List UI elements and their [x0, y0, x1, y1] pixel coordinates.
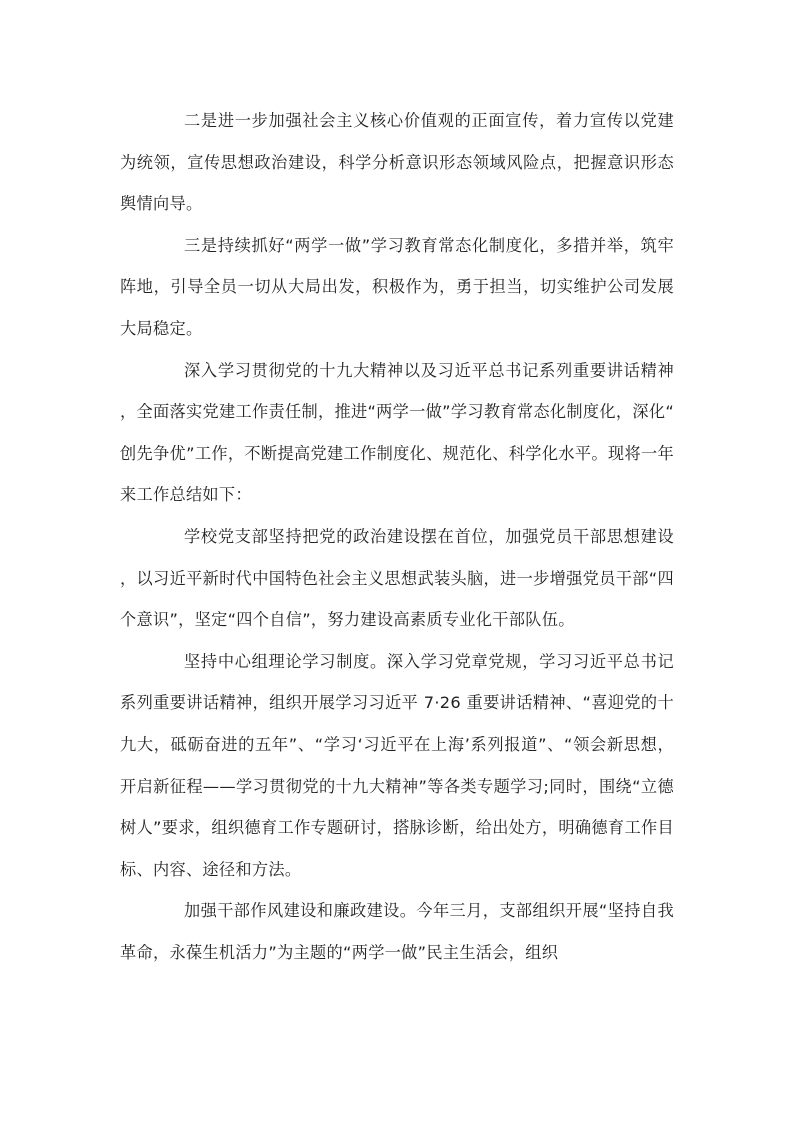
paragraph-4: 学校党支部坚持把党的政治建设摆在首位，加强党员干部思想建设，以习近平新时代中国特色社会主义思想武装头脑，进一步增强党员干部“四个意识”，坚定“四个自信”，努力建设高素质专业化干部队伍。: [120, 526, 674, 630]
paragraph-2: 三是持续抓好“两学一做”学习教育常态化制度化，多措并举，筑牢阵地，引导全员一切从大局出发，积极作为，勇于担当，切实维护公司发展大局稳定。: [120, 235, 674, 338]
document-body: [120, 100, 674, 973]
paragraph-1: 二是进一步加强社会主义核心价值观的正面宣传，着力宣传以党建为统领，宣传思想政治建设，科学分析意识形态领域风险点，把握意识形态舆情向导。: [120, 111, 674, 214]
paragraph-3: 深入学习贯彻党的十九大精神以及习近平总书记系列重要讲话精神，全面落实党建工作责任制，推进“两学一做”学习教育常态化制度化，深化“创先争优”工作，不断提高党建工作制度化、规范化、科学化水平。现将一年来工作总结如下：: [120, 360, 674, 505]
paragraph-5: 坚持中心组理论学习制度。深入学习党章党规，学习习近平总书记系列重要讲话精神，组织开展学习习近平 7·26 重要讲话精神、“喜迎党的十九大，砥砺奋进的五年”、“学习‘习近平在上海’系列报道”、“领会新思想，开启新征程——学习贯彻党的十九大精神”等各类专题学习;同时，围绕“立德树人”要求，组织德育工作专题研讨，搭脉诊断，给出处方，明确德育工作目标、内容、途径和方法。: [120, 651, 674, 879]
paragraph-6: 加强干部作风建设和廉政建设。今年三月，支部组织开展“坚持自我革命，永葆生机活力”为主题的“两学一做”民主生活会，组织: [120, 901, 674, 962]
